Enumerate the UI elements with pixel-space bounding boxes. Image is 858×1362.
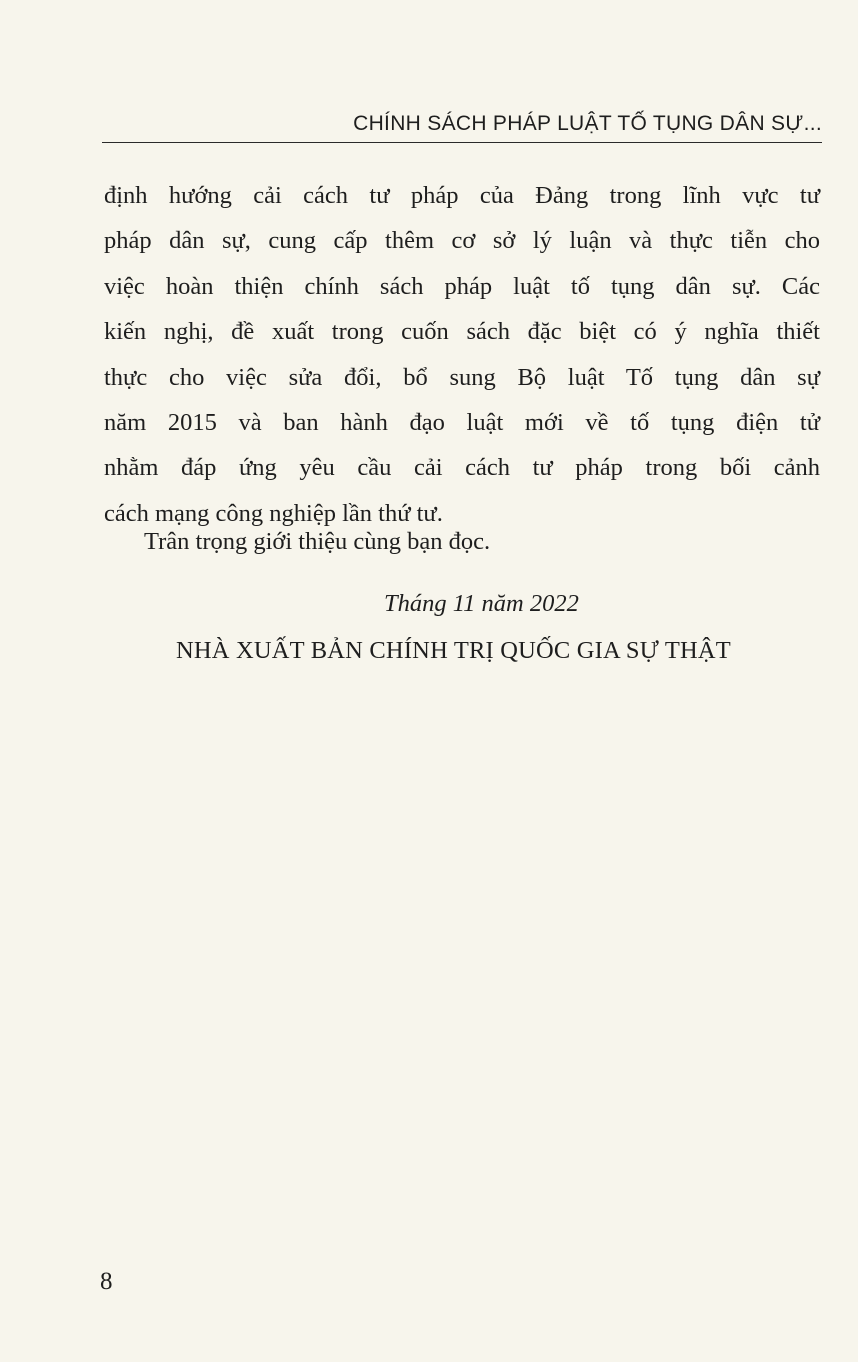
closing-line: Trân trọng giới thiệu cùng bạn đọc.	[144, 528, 491, 555]
body-line: định hướng cải cách tư pháp của Đảng trong lĩnh vực tư	[104, 182, 820, 209]
body-line: nhằm đáp ứng yêu cầu cải cách tư pháp trong bối cảnh	[104, 454, 820, 482]
signoff-publisher: NHÀ XUẤT BẢN CHÍNH TRỊ QUỐC GIA SỰ THẬT	[176, 637, 731, 664]
body-line: pháp dân sự, cung cấp thêm cơ sở lý luận và thực tiễn cho	[104, 227, 820, 255]
running-header: CHÍNH SÁCH PHÁP LUẬT TỐ TỤNG DÂN SỰ...	[353, 112, 822, 135]
signoff-date: Tháng 11 năm 2022	[384, 590, 579, 617]
body-line: thực cho việc sửa đổi, bổ sung Bộ luật Tố tụng dân sự	[104, 363, 820, 391]
body-line: năm 2015 và ban hành đạo luật mới về tố tụng điện tử	[104, 409, 820, 437]
header-rule	[102, 142, 822, 143]
body-line: cách mạng công nghiệp lần thứ tư.	[104, 499, 443, 527]
body-paragraph	[104, 173, 820, 536]
body-line: việc hoàn thiện chính sách pháp luật tố tụng dân sự. Các	[104, 272, 820, 300]
body-line: kiến nghị, đề xuất trong cuốn sách đặc biệt có ý nghĩa thiết	[104, 318, 820, 346]
page-number: 8	[100, 1268, 113, 1295]
